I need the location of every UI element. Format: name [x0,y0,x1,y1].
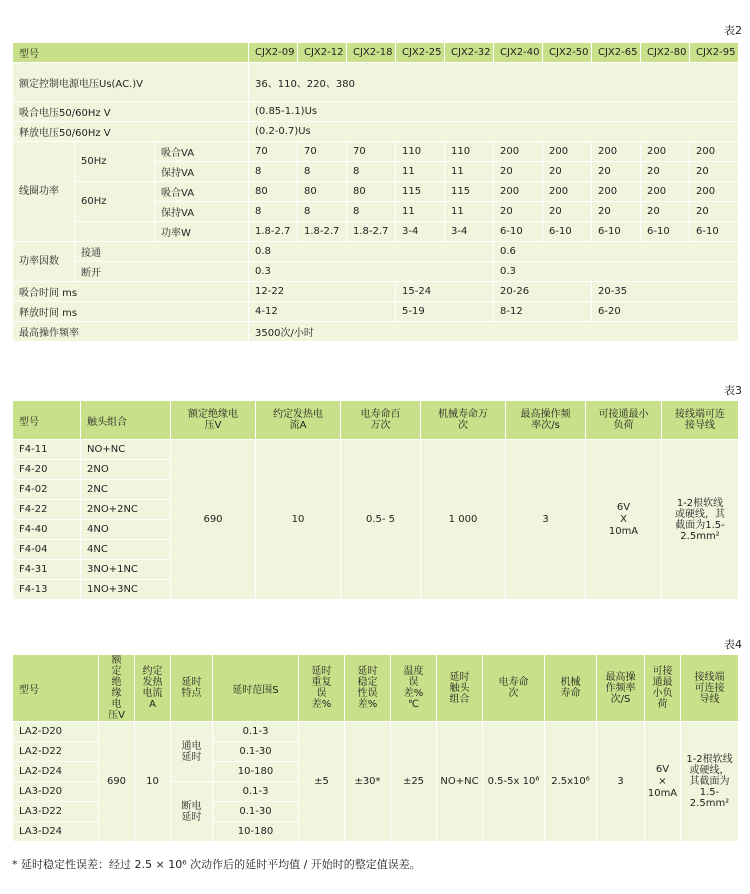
hold-va-label: 保持VA [155,202,249,222]
range-cell: 10-180 [213,822,299,842]
col-mech-life: 机械寿命 [545,655,597,722]
value-cell: 20 [494,162,543,182]
col-electric-life: 电寿命百万次 [341,401,421,440]
col-max-freq: 最高操作频率次/s [506,401,586,440]
model-cell: F4-40 [13,520,81,540]
insulation-voltage-value: 690 [171,440,256,600]
contact-cell: 4NO [81,520,171,540]
pf-off-row [13,262,739,282]
col-max-freq: 最高操作频率次/S [597,655,645,722]
value-cell: 200 [494,182,543,202]
value-cell: 20 [690,162,739,182]
model-cell: CJX2-50 [543,43,592,63]
col-wire: 接线端可连接导线 [681,655,739,722]
value-cell: 70 [249,142,298,162]
model-cell: LA2-D20 [13,722,99,742]
pf-on-value: 0.8 [249,242,494,262]
model-cell: F4-13 [13,580,81,600]
model-cell: CJX2-18 [347,43,396,63]
value-cell: 110 [396,142,445,162]
table4-caption: 表4 [724,638,742,651]
value-cell: 20 [690,202,739,222]
electric-life-value: 0.5- 5 [341,440,421,600]
wire-value: 1-2根软线或硬线，其截面为1.5-2.5mm² [662,440,739,600]
value-cell: 1.8-2.7 [347,222,396,242]
value-cell: 3-4 [396,222,445,242]
value-cell: 5-19 [396,302,494,322]
col-model: 型号 [13,655,99,722]
pickup60-row [13,182,739,202]
temp-error-value: ±25 [391,722,437,842]
off-delay-label: 断电延时 [171,782,213,842]
on-label: 接通 [75,242,249,262]
pickup-va-label: 吸合VA [155,142,249,162]
release-voltage-label: 释放电压50/60Hz V [13,122,249,142]
model-cell: F4-20 [13,460,81,480]
model-cell: CJX2-65 [592,43,641,63]
max-freq-value: 3 [597,722,645,842]
insulation-voltage-value: 690 [99,722,135,842]
range-cell: 0.1-30 [213,802,299,822]
value-cell: 1.8-2.7 [249,222,298,242]
col-delay-type: 延时特点 [171,655,213,722]
value-cell: 11 [396,202,445,222]
col-delay-range: 延时范围S [213,655,299,722]
pf-off-value: 0.3 [249,262,494,282]
table3-caption: 表3 [724,384,742,397]
contact-cell: 2NC [81,480,171,500]
value-cell: 8 [298,162,347,182]
model-cell: LA2-D22 [13,742,99,762]
contact-cell: 2NO+2NC [81,500,171,520]
max-freq-value: 3500次/小时 [249,322,739,342]
range-cell: 0.1-30 [213,742,299,762]
value-cell: 115 [396,182,445,202]
table2-header-row [13,43,739,63]
value-cell: 11 [445,162,494,182]
col-electric-life: 电寿命次 [483,655,545,722]
value-cell: 20 [592,202,641,222]
col-min-load: 可接通最小负荷 [586,401,662,440]
value-cell: 200 [641,182,690,202]
range-cell: 10-180 [213,762,299,782]
model-label: 型号 [13,43,249,63]
value-cell: 8 [249,202,298,222]
max-freq-row [13,322,739,342]
model-cell: F4-31 [13,560,81,580]
model-cell: LA3-D20 [13,782,99,802]
contact-cell: 3NO+1NC [81,560,171,580]
value-cell: 20-26 [494,282,592,302]
col-min-load: 可接通最小负荷 [645,655,681,722]
value-cell: 20 [543,202,592,222]
model-cell: LA3-D24 [13,822,99,842]
value-cell: 8 [298,202,347,222]
table-row [13,440,739,460]
col-contact: 触头组合 [81,401,171,440]
model-cell: F4-22 [13,500,81,520]
value-cell: 20 [494,202,543,222]
value-cell: 6-10 [543,222,592,242]
value-cell: 200 [690,142,739,162]
value-cell: 20-35 [592,282,739,302]
col-temp-error: 温度误差%℃ [391,655,437,722]
pickup-voltage-label: 吸合电压50/60Hz V [13,102,249,122]
table2 [12,42,739,342]
pf-on-value: 0.6 [494,242,739,262]
value-cell: 20 [592,162,641,182]
value-cell: 70 [298,142,347,162]
rated-voltage-row [13,63,739,102]
pickup-voltage-value: (0.85-1.1)Us [249,102,739,122]
table4-header-row [13,655,739,722]
range-cell: 0.1-3 [213,722,299,742]
pf-off-value: 0.3 [494,262,739,282]
value-cell: 11 [396,162,445,182]
col-insulation-voltage: 额定绝缘电压V [171,401,256,440]
hz60-label: 60Hz [75,182,155,222]
release-time-row [13,302,739,322]
value-cell: 6-10 [690,222,739,242]
table4 [12,654,739,842]
range-cell: 0.1-3 [213,782,299,802]
hold-va-label: 保持VA [155,162,249,182]
col-thermal-current: 约定发热电流A [256,401,341,440]
value-cell: 80 [347,182,396,202]
value-cell: 200 [690,182,739,202]
value-cell: 200 [543,142,592,162]
value-cell: 1.8-2.7 [298,222,347,242]
release-time-label: 释放时间 ms [13,302,249,322]
min-load-value: 6V × 10mA [645,722,681,842]
pickup-va-label: 吸合VA [155,182,249,202]
hz50-label: 50Hz [75,142,155,182]
value-cell: 8-12 [494,302,592,322]
model-cell: CJX2-32 [445,43,494,63]
value-cell: 6-10 [641,222,690,242]
model-cell: F4-04 [13,540,81,560]
contact-cell: 1NO+3NC [81,580,171,600]
value-cell: 200 [494,142,543,162]
pickup-voltage-row [13,102,739,122]
col-wire: 接线端可连接导线 [662,401,739,440]
col-insulation-voltage: 额定绝缘电压V [99,655,135,722]
table2-caption: 表2 [724,24,742,37]
pickup50-row [13,142,739,162]
rated-voltage-label: 额定控制电源电压Us(AC.)V [13,63,249,102]
model-cell: CJX2-12 [298,43,347,63]
model-cell: CJX2-25 [396,43,445,63]
value-cell: 200 [543,182,592,202]
value-cell: 20 [641,202,690,222]
value-cell: 20 [543,162,592,182]
pickup-time-row [13,282,739,302]
model-cell: LA2-D24 [13,762,99,782]
value-cell: 12-22 [249,282,396,302]
contact-cell: NO+NC [81,440,171,460]
table3 [12,400,739,600]
model-cell: F4-11 [13,440,81,460]
electric-life-value: 0.5-5x 10⁶ [483,722,545,842]
value-cell: 200 [592,142,641,162]
value-cell: 15-24 [396,282,494,302]
value-cell: 70 [347,142,396,162]
value-cell: 3-4 [445,222,494,242]
coil-power-label: 线圈功率 [13,142,75,242]
model-cell: CJX2-95 [690,43,739,63]
col-delay-contact: 延时触头组合 [437,655,483,722]
col-mech-life: 机械寿命万次 [421,401,506,440]
thermal-current-value: 10 [256,440,341,600]
mech-life-value: 2.5x10⁶ [545,722,597,842]
contact-cell: 4NC [81,540,171,560]
value-cell: 6-20 [592,302,739,322]
value-cell: 11 [445,202,494,222]
col-thermal-current: 约定发热电流A [135,655,171,722]
rated-voltage-value: 36、110、220、380 [249,63,739,102]
col-model: 型号 [13,401,81,440]
off-label: 断开 [75,262,249,282]
power-row [13,222,739,242]
value-cell: 200 [592,182,641,202]
value-cell: 200 [641,142,690,162]
contact-cell: 2NO [81,460,171,480]
model-cell: LA3-D22 [13,802,99,822]
value-cell: 8 [347,202,396,222]
model-cell: CJX2-40 [494,43,543,63]
value-cell: 8 [347,162,396,182]
power-factor-label: 功率因数 [13,242,75,282]
value-cell: 80 [249,182,298,202]
model-cell: CJX2-09 [249,43,298,63]
max-freq-value: 3 [506,440,586,600]
value-cell: 110 [445,142,494,162]
mech-life-value: 1 000 [421,440,506,600]
pickup-time-label: 吸合时间 ms [13,282,249,302]
value-cell: 4-12 [249,302,396,322]
model-cell: F4-02 [13,480,81,500]
table-row [13,722,739,742]
col-stability-error: 延时稳定性误差% [345,655,391,722]
thermal-current-value: 10 [135,722,171,842]
value-cell: 8 [249,162,298,182]
value-cell: 80 [298,182,347,202]
pf-on-row [13,242,739,262]
value-cell: 20 [641,162,690,182]
value-cell: 6-10 [494,222,543,242]
release-voltage-value: (0.2-0.7)Us [249,122,739,142]
model-cell: CJX2-80 [641,43,690,63]
empty-cell [75,222,155,242]
power-w-label: 功率W [155,222,249,242]
max-freq-label: 最高操作频率 [13,322,249,342]
repeat-error-value: ±5 [299,722,345,842]
value-cell: 115 [445,182,494,202]
stability-error-value: ±30* [345,722,391,842]
release-voltage-row [13,122,739,142]
contact-value: NO+NC [437,722,483,842]
footnote: * 延时稳定性误差：经过 2.5 × 10⁶ 次动作后的延时平均值 / 开始时的整定值误差。 [12,858,421,871]
min-load-value: 6V X 10mA [586,440,662,600]
on-delay-label: 通电延时 [171,722,213,782]
col-repeat-error: 延时重复误差% [299,655,345,722]
wire-value: 1-2根软线或硬线，其截面为1.5-2.5mm² [681,722,739,842]
value-cell: 6-10 [592,222,641,242]
table3-header-row [13,401,739,440]
